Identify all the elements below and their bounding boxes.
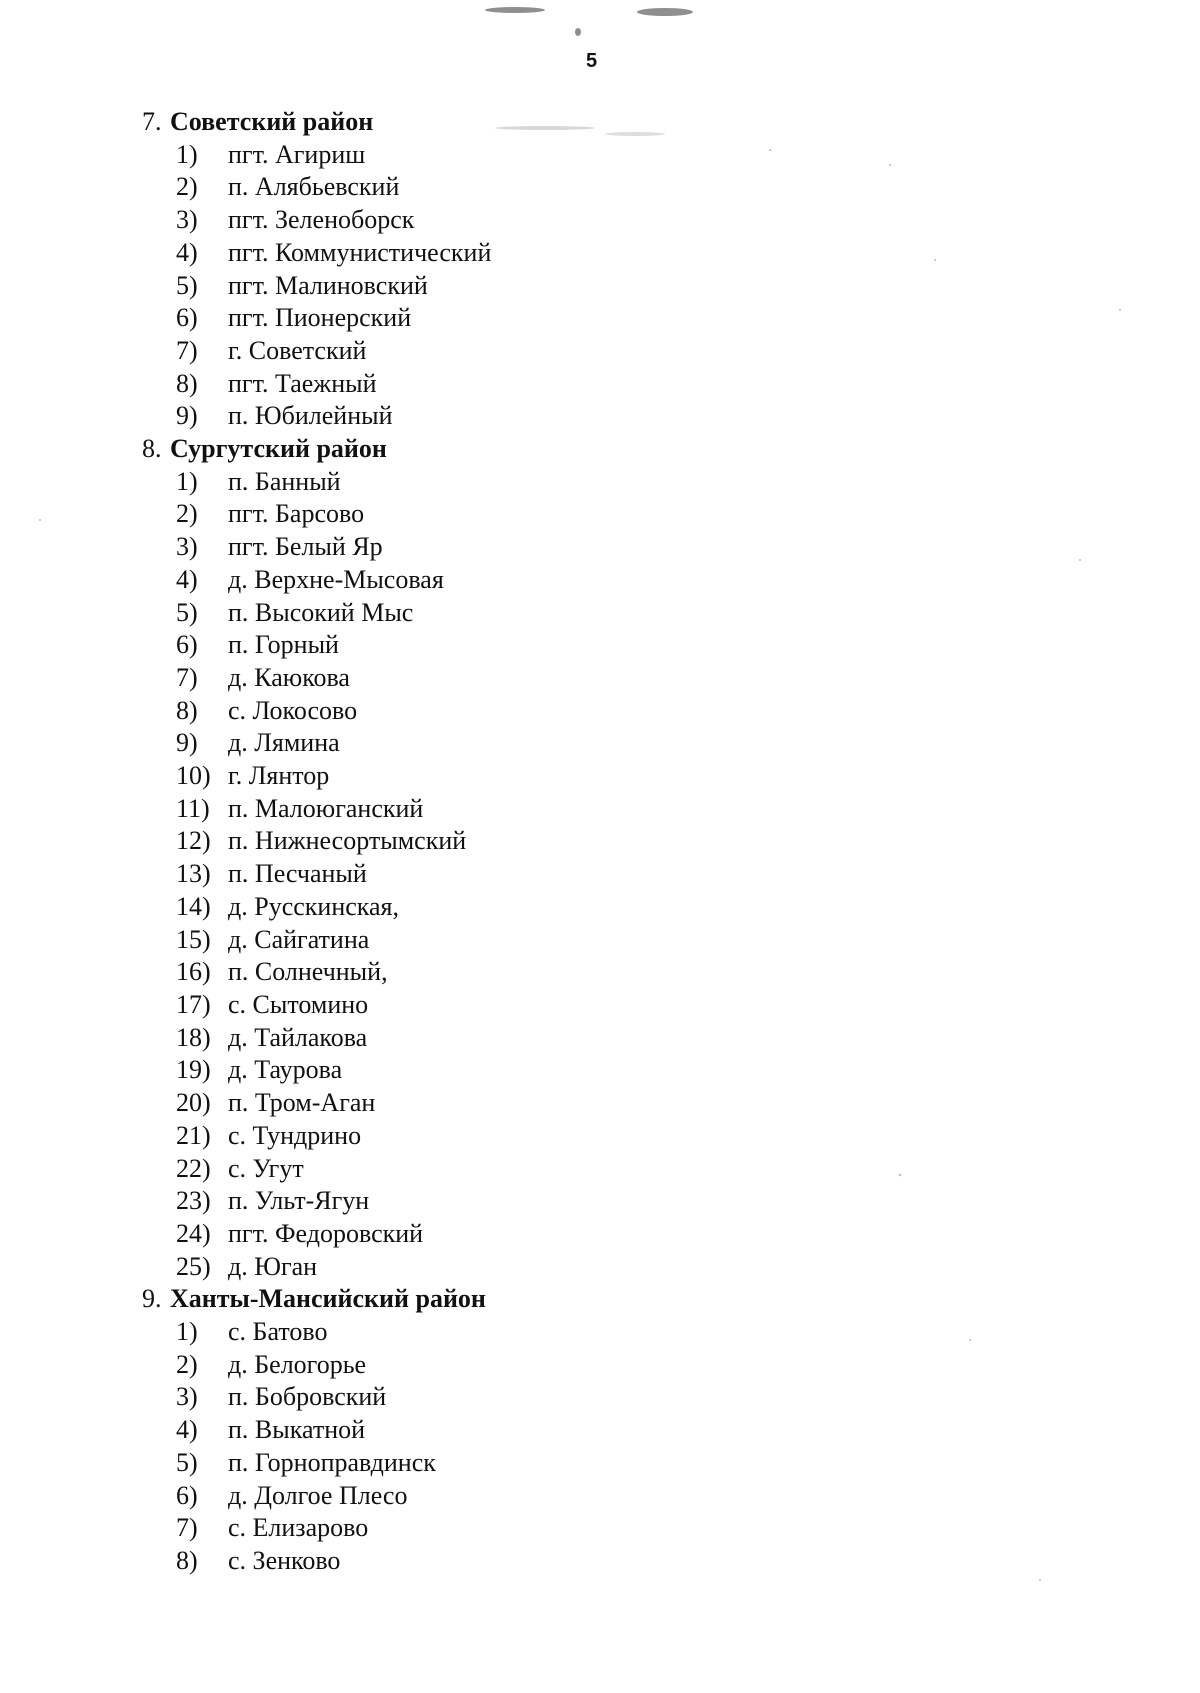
list-item [176,727,1042,760]
settlement-name: д. Верхне-Мысовая [228,564,444,594]
settlement-list [142,466,1042,1284]
district-title: Ханты-Мансийский район [170,1284,486,1314]
list-item [176,1185,1042,1218]
item-number: 11) [176,793,210,823]
item-number: 4) [176,1415,198,1445]
list-item [176,858,1042,891]
item-number: 7) [176,335,198,365]
settlement-name: пгт. Зеленоборск [228,205,415,235]
settlement-name: д. Таурова [228,1055,343,1085]
item-number: 4) [176,237,198,267]
item-number: 14) [176,891,211,921]
item-number: 5) [176,1447,198,1477]
settlement-list [142,139,1042,433]
settlement-name: д. Русскинская, [228,891,400,921]
settlement-name: п. Горный [228,630,339,660]
item-number: 10) [176,761,211,791]
settlements-list [142,106,1042,1578]
settlement-name: п. Алябьевский [228,172,400,202]
district-heading [142,1283,1042,1316]
list-item [176,662,1042,695]
settlement-name: пгт. Пионерский [228,303,412,333]
item-number: 6) [176,630,198,660]
list-item [176,368,1042,401]
list-item [176,1414,1042,1447]
settlement-name: д. Лямина [228,728,340,758]
district-heading [142,106,1042,139]
list-item [176,400,1042,433]
item-number: 12) [176,826,211,856]
district-heading [142,433,1042,466]
list-item [176,237,1042,270]
settlement-name: с. Елизарово [228,1513,369,1543]
item-number: 7) [176,662,198,692]
list-item [176,793,1042,826]
item-number: 8) [176,1545,198,1575]
settlement-name: пгт. Барсово [228,499,365,529]
settlement-name: п. Нижнесортымский [228,826,467,856]
settlement-name: д. Белогорье [228,1349,367,1379]
settlement-name: п. Выкатной [228,1415,366,1445]
settlement-name: д. Юган [228,1251,318,1281]
settlement-name: д. Долгое Плесо [228,1480,408,1510]
item-number: 7) [176,1513,198,1543]
list-item [176,1218,1042,1251]
list-item [176,695,1042,728]
item-number: 1) [176,139,198,169]
settlement-name: пгт. Таежный [228,368,377,398]
list-item [176,597,1042,630]
item-number: 15) [176,924,211,954]
item-number: 8) [176,695,198,725]
settlement-name: с. Зенково [228,1545,341,1575]
settlement-name: пгт. Белый Яр [228,532,383,562]
settlement-name: с. Сытомино [228,989,369,1019]
item-number: 13) [176,859,211,889]
item-number: 3) [176,532,198,562]
district-section [142,106,1042,433]
list-item [176,1153,1042,1186]
list-item [176,171,1042,204]
item-number: 1) [176,466,198,496]
district-title: Сургутский район [170,434,387,464]
settlement-name: п. Ульт-Ягун [228,1186,370,1216]
item-number: 22) [176,1153,211,1183]
item-number: 6) [176,303,198,333]
item-number: 23) [176,1186,211,1216]
item-number: 2) [176,172,198,202]
list-item [176,564,1042,597]
list-item [176,335,1042,368]
item-number: 6) [176,1480,198,1510]
list-item [176,1022,1042,1055]
item-number: 4) [176,564,198,594]
item-number: 3) [176,1382,198,1412]
item-number: 1) [176,1317,198,1347]
list-item [176,1251,1042,1284]
list-item [176,498,1042,531]
item-number: 16) [176,957,211,987]
list-item [176,825,1042,858]
settlement-name: д. Каюкова [228,662,350,692]
settlement-name: г. Лянтор [228,761,330,791]
list-item [176,139,1042,172]
district-title: Советский район [170,107,374,136]
settlement-name: г. Советский [228,335,367,365]
district-number: 8. [142,434,162,464]
item-number: 5) [176,597,198,627]
list-item [176,204,1042,237]
list-item [176,760,1042,793]
settlement-list [142,1316,1042,1578]
settlement-name: пгт. Коммунистический [228,237,492,267]
list-item [176,1120,1042,1153]
settlement-name: п. Высокий Мыс [228,597,414,627]
item-number: 18) [176,1022,211,1052]
district-section [142,1283,1042,1577]
list-item [176,1512,1042,1545]
item-number: 21) [176,1120,211,1150]
district-number: 9. [142,1284,162,1314]
item-number: 9) [176,401,198,431]
district-number: 7. [142,107,162,136]
item-number: 2) [176,1349,198,1379]
list-item [176,1480,1042,1513]
settlement-name: д. Тайлакова [228,1022,368,1052]
list-item [176,956,1042,989]
settlement-name: п. Бобровский [228,1382,387,1412]
item-number: 2) [176,499,198,529]
item-number: 20) [176,1088,211,1118]
item-number: 8) [176,368,198,398]
settlement-name: п. Банный [228,466,341,496]
list-item [176,302,1042,335]
item-number: 24) [176,1218,211,1248]
list-item [176,989,1042,1022]
settlement-name: п. Горноправдинск [228,1447,436,1477]
list-item [176,1381,1042,1414]
settlement-name: пгт. Малиновский [228,270,428,300]
list-item [176,1349,1042,1382]
list-item [176,466,1042,499]
list-item [176,891,1042,924]
item-number: 17) [176,989,211,1019]
settlement-name: пгт. Федоровский [228,1218,424,1248]
list-item [176,1316,1042,1349]
settlement-name: п. Песчаный [228,859,367,889]
list-item [176,531,1042,564]
settlement-name: п. Юбилейный [228,401,393,431]
list-item [176,270,1042,303]
settlement-name: с. Угут [228,1153,304,1183]
item-number: 3) [176,205,198,235]
district-section [142,433,1042,1283]
list-item [176,1545,1042,1578]
settlement-name: п. Тром-Аган [228,1088,376,1118]
settlement-name: п. Солнечный, [228,957,388,987]
list-item [176,924,1042,957]
settlement-name: п. Малоюганский [228,793,424,823]
item-number: 9) [176,728,198,758]
settlement-name: д. Сайгатина [228,924,370,954]
settlement-name: с. Локосово [228,695,358,725]
list-item [176,1054,1042,1087]
list-item [176,1087,1042,1120]
list-item [176,629,1042,662]
item-number: 25) [176,1251,211,1281]
settlement-name: пгт. Агириш [228,139,366,169]
page-number: 5 [586,50,598,72]
item-number: 5) [176,270,198,300]
settlement-name: с. Тундрино [228,1120,362,1150]
item-number: 19) [176,1055,211,1085]
settlement-name: с. Батово [228,1317,328,1347]
list-item [176,1447,1042,1480]
